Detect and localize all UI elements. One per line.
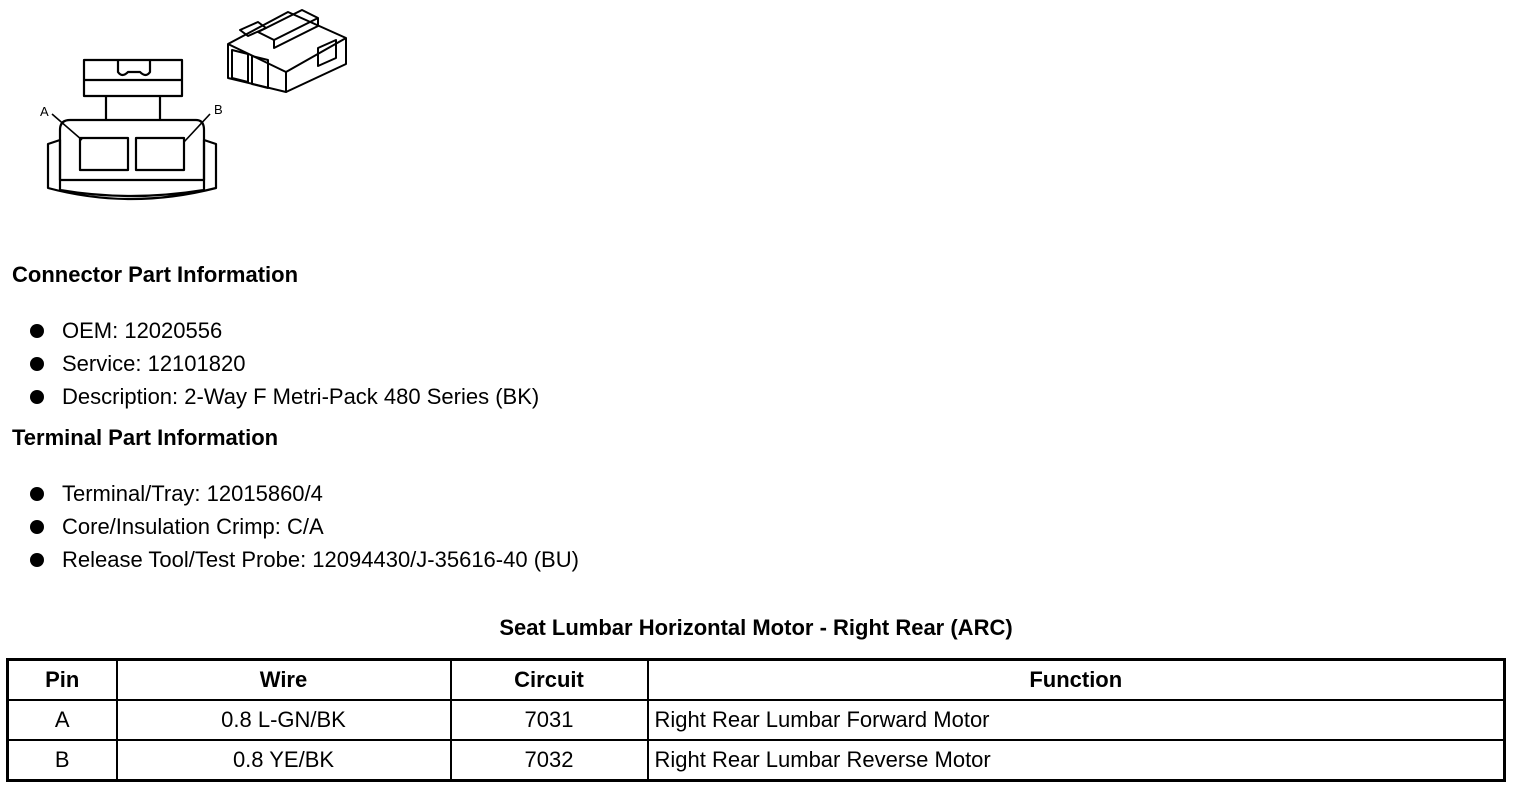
header-pin: Pin (8, 660, 117, 701)
connector-description: Description: 2-Way F Metri-Pack 480 Series (BK) (62, 384, 540, 409)
bullet-icon (30, 553, 44, 567)
pin-table (6, 658, 1506, 782)
pin-label-a: A (40, 104, 49, 119)
bullet-icon (30, 487, 44, 501)
bullet-icon (30, 390, 44, 404)
table-header-row (8, 660, 1505, 701)
cell-function: Right Rear Lumbar Reverse Motor (648, 740, 1505, 781)
cell-pin: A (8, 700, 117, 740)
cell-function: Right Rear Lumbar Forward Motor (648, 700, 1505, 740)
terminal-part-heading: Terminal Part Information (12, 425, 279, 450)
cell-circuit: 7031 (451, 700, 648, 740)
cell-wire: 0.8 YE/BK (117, 740, 451, 781)
table-row (8, 700, 1505, 740)
list-item (26, 380, 539, 413)
bullet-icon (30, 520, 44, 534)
connector-front-view (30, 50, 223, 210)
cell-wire: 0.8 L-GN/BK (117, 700, 451, 740)
bullet-icon (30, 324, 44, 338)
header-function: Function (648, 660, 1505, 701)
header-circuit: Circuit (451, 660, 648, 701)
cell-circuit: 7032 (451, 740, 648, 781)
header-wire: Wire (117, 660, 451, 701)
bullet-icon (30, 357, 44, 371)
table-title: Seat Lumbar Horizontal Motor - Right Rear (ARC) (499, 615, 1013, 640)
list-item (26, 543, 579, 576)
connector-oem: OEM: 12020556 (62, 318, 223, 343)
list-item (26, 477, 579, 510)
list-item (26, 347, 539, 380)
terminal-release-tool: Release Tool/Test Probe: 12094430/J-35616-40 (BU) (62, 547, 579, 572)
list-item (26, 314, 539, 347)
list-item (26, 510, 579, 543)
cell-pin: B (8, 740, 117, 781)
terminal-part-list (26, 477, 579, 576)
connector-isometric-view (218, 2, 358, 94)
connector-part-list (26, 314, 539, 413)
pin-label-b: B (214, 102, 223, 117)
terminal-tray: Terminal/Tray: 12015860/4 (62, 481, 323, 506)
connector-service: Service: 12101820 (62, 351, 246, 376)
table-row (8, 740, 1505, 781)
connector-part-heading: Connector Part Information (12, 262, 299, 287)
terminal-crimp: Core/Insulation Crimp: C/A (62, 514, 324, 539)
